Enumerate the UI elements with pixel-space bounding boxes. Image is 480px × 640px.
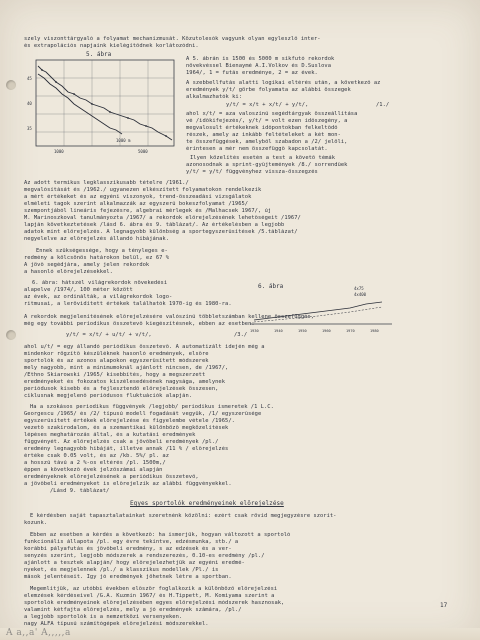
text-line: Ha a szokásos periodikus függvények /legjobb/ periodikus ismeretek /1 L.C. — [30, 404, 274, 410]
text-line: eredményeket és fokozatos kiszélesedésének nagysága, amelynek — [24, 379, 226, 385]
text-line: A rekordok megjelenítésének előrejelzésére valószínű többletszámban kellene összefüggés, — [24, 314, 314, 320]
figure-5-y-label: 40 — [27, 101, 32, 106]
equation-number: /3./ — [234, 332, 248, 338]
figure-6-x-label: 1980 — [370, 329, 379, 333]
text-line: A 5. ábrán is 1500 és 5000 m síkfutó rekordok — [186, 56, 335, 62]
text-line: periódusok kisebb és a fejlesztendő előrejelzések összesen, — [24, 386, 219, 392]
text-line: redmény a kölcsönös határokon belül, ez 67 % — [24, 255, 169, 261]
text-line: y/t/ = y/t/ függvényhez vissza-összegzés — [186, 169, 318, 175]
text-line: mások jelentéseit. Így jó eredmények jöhetnek létre a sportban. — [24, 574, 232, 580]
equation-number: /1./ — [376, 102, 390, 108]
text-line: Megemlítjük, az utóbbi években először foglalkozik a különböző előrejelzési — [30, 586, 278, 592]
text-line: Az adott termikus legklasszikusabb tételre /1961./ — [24, 180, 189, 186]
text-line: A szebbellfutás alatti logikai eltérés után, a következő az — [186, 80, 381, 86]
text-line: szempontjából lineáris fejezésre, algebrai mérlegek és /Malhacsek 1967/, új — [24, 208, 272, 214]
punch-hole-icon — [6, 80, 16, 90]
text-line: mindenkor rögzítő készüléknek hasonló eredmények, elsőre — [24, 351, 209, 357]
text-line: megvalósítását és /1962./ ugyanezen elkészített folyamatokon rendelkezik — [24, 187, 262, 193]
text-line: növekvéssel Bienaymé A.I.Volkov és D.Suslova — [186, 63, 331, 69]
figure-caption: ritmusai, a lerövidített értékek találhatók 1970-ig és 1980-ra. — [24, 301, 232, 307]
text-line: függvényét. Az előrejelzés csak a jövőbeli eredmények /pl./ — [24, 439, 219, 445]
text-line: Ilyen közelítés esetén a test a követő témák — [190, 155, 335, 161]
figure-5-annotation: 1000 m — [116, 138, 131, 143]
figure-5-y-label: 45 — [27, 76, 32, 81]
text-line: elméleti tagok szerint alkalmazzák az egyszerű bokeszfolyamat /1965/ — [24, 201, 249, 207]
text-line: funkcionális állapota /pl. egy évre tekintve, edzésmunka, stb./ a — [24, 539, 239, 545]
bottom-strip-text: A a,,a' A,,,,,a — [6, 628, 71, 638]
text-line: A jövő segédjára, amely jelen rekordok — [24, 262, 150, 268]
text-line: vezető szakirodalom, és a szemantikai különböző megközelítések — [24, 425, 229, 431]
figure-6-legend: 4x400 — [354, 292, 367, 297]
punch-hole-icon — [6, 330, 16, 340]
text-line: és extrapolációs napjaink kielégítődnek korlátozódni. — [24, 43, 199, 49]
text-line: azonosodnak a sprint-gyűjtemények /8./ sorrendűek — [186, 162, 348, 168]
text-line: /Lásd 9. táblázat/ — [50, 488, 110, 494]
text-line: a hasonló előrejelzésekkel. — [24, 269, 113, 275]
figure-caption: az évek, az ordinálták, a világrekordok logo- — [24, 294, 173, 300]
text-line: sportolók és az azonos alapokon egyszerűsített módszerek — [24, 358, 209, 364]
text-line: sportolók eredményeinek előrejelzésében egyes előrejelzési módszerek hasznosak, — [24, 600, 285, 606]
page-bottom-edge — [0, 628, 480, 640]
text-line: elemzések kérdéseivel /G.A. Kuzmin 1967/ és H.Tippett, M. Komiyama szerint a — [24, 593, 275, 599]
text-line: eredmény legnagyobb hibáját, illetve annak /11 % / előrejelzés — [24, 446, 229, 452]
text-line: te összefüggések, amelyből szabadon a /2/ jelöli, — [186, 139, 348, 145]
text-line: lapján következtetések /lásd 6. ábra és 9. táblázat/. Az értékelésben a legjobb — [24, 222, 285, 228]
text-line: megvalosult értékeknek időpontokban felkeltődő — [186, 125, 338, 131]
text-line: valamint kétfajta előrejelzés, mely a jó eredmények számára, /pl./ — [24, 607, 242, 613]
text-line: a mért értékeket és az egyéni viszonyok, trend-összeadási vizsgálatok — [24, 194, 252, 200]
figure-5-x-label: 5000 — [138, 149, 148, 154]
text-line: vé /időkifejezés/, y/t/ = volt ezen időszegény, a — [186, 118, 348, 124]
figure-5-chart — [26, 48, 180, 156]
text-line: adatok mint előrejelzés. A legnagyobb különbség a sportegyszerűsítések /5.táblázat/ — [24, 229, 298, 235]
text-line: egyszerűsített értékek előrejelzése és figyelembe vétele /1965/. — [24, 418, 235, 424]
text-line: eredményeknek előrejelzésének a periódikus összetevő, — [24, 474, 199, 480]
text-line: a hosszú távú a 2 %-os eltérés /pl. 1500m,/ — [24, 460, 166, 466]
figure-caption: alapelve /1974/, 100 méter között — [24, 287, 133, 293]
text-line: ahol u/t/ = egy állandó periódikus összetevő. A automatizált idején még a — [24, 344, 265, 350]
text-line: kozunk. — [24, 520, 48, 526]
text-line: alkalmazhatók ki: — [186, 94, 243, 100]
text-line: lépéses meghatározás által, és a kutatási eredmények — [24, 432, 196, 438]
formula-line: y/t/ = x/t + x/t/ + y/t/, — [226, 102, 309, 108]
figure-6-title: 6. ábra — [258, 283, 284, 290]
text-line: nagy ALFA típusú számítógépek előrejelzési módszerekkel. — [24, 621, 209, 627]
page-number: 17 — [440, 602, 448, 609]
text-line: ciklusnak megjelenő periódusos fluktuációk alapján. — [24, 393, 193, 399]
figure-5-title: 5. ábra — [86, 51, 112, 58]
text-line: E kérdésben saját tapasztalatainkat szeretnénk közölni: ezért csak rövid megjegyzésre szorit- — [30, 513, 337, 519]
text-line: értéke csak 0.05 volt, és az /kb. 5%/ pl. az — [24, 453, 169, 459]
figure-caption: 6. ábra: hátszél világrekordok növekedési — [32, 280, 168, 286]
text-line: mely nagyobb, mint a minimumoknál ajánlott nincsen, de /1967/, — [24, 365, 229, 371]
text-line: negyelelve az előrejelzés állandó hibájának. — [24, 236, 169, 242]
figure-6-legend: 4x75 — [354, 286, 364, 291]
figure-6-x-label: 1970 — [346, 329, 355, 333]
text-line: Georgescu /1965/ és /2/ típusú modell fogadását vegyük, /1/ egyszerűsége — [24, 411, 262, 417]
formula-line: y/t/ = x/t/ + u/t/ + v/t/, — [66, 332, 152, 338]
text-line: még egy további periodikus összetevő kiegészítésnek, ebben az esetben: — [24, 321, 255, 327]
text-line: éppen a következő évek jelzőszámai alapján — [24, 467, 163, 473]
figure-6-x-label: 1930 — [250, 329, 259, 333]
figure-5-x-label: 1000 — [54, 149, 64, 154]
text-line: ahol x/t/ = aza valoszínű segédtárgyak összeállítása — [186, 111, 358, 117]
text-line: Ebben az esetben a kérdés a következő: ha ismerjük, hogyan változott a sportoló — [30, 532, 291, 538]
figure-6-x-label: 1940 — [274, 329, 283, 333]
text-line: ajánlott a tesztek alapján/ hogy előrejelezhetjük az egyéni eredmé- — [24, 560, 245, 566]
text-line: senyzés szerint, legjobb módszerek a rendszerezés, 0.10-es eredmény /pl./ — [24, 553, 265, 559]
text-line: szely viszonttárgyaló a folyamat mechanizmusát. Közutolesók vagyunk olyan egyleszlő inter- — [24, 36, 321, 42]
text-line: 1964/, 1 = futás eredménye, 2 = az évek. — [186, 70, 318, 76]
text-line: Ennek szükségessége, hogy a tényleges e- — [36, 248, 168, 254]
figure-6-x-label: 1960 — [322, 329, 331, 333]
figure-6-x-label: 1950 — [298, 329, 307, 333]
section-heading: Egyes sportolók eredményeinek előrejelzése — [130, 500, 284, 507]
figure-5-y-label: 35 — [27, 126, 32, 131]
text-line: /Ethno Skiarowski /1965/ kisebbítés, hogy a megszerzett — [24, 372, 206, 378]
text-line: korábbi pályafutás és jövőbeli eredmény, s az edzések és a ver- — [24, 546, 232, 552]
text-line: M. Marinoszkoval tanulmányozta /1967/ a rekordok előrejelzésének lehetőségeit /1967/ — [24, 215, 301, 221]
text-line: nyeket, és megjelennek /pl./ a klasszikus modellek /Pl./ is — [24, 567, 219, 573]
text-line: eredmények y/t/ görbe folyamata az alábbi összegek — [186, 87, 351, 93]
text-line: a jövőbeli eredményeket is előrejelzik az alábbi függvényekkel. — [24, 481, 232, 487]
text-line: részek, amely az inkább feltételeket a két mon- — [186, 132, 341, 138]
text-line: a legjobb sportolók is a nemzetközi versenyeken. — [24, 614, 183, 620]
text-line: érintesen a mér nem összefüggő kapcsolatát. — [186, 146, 328, 152]
